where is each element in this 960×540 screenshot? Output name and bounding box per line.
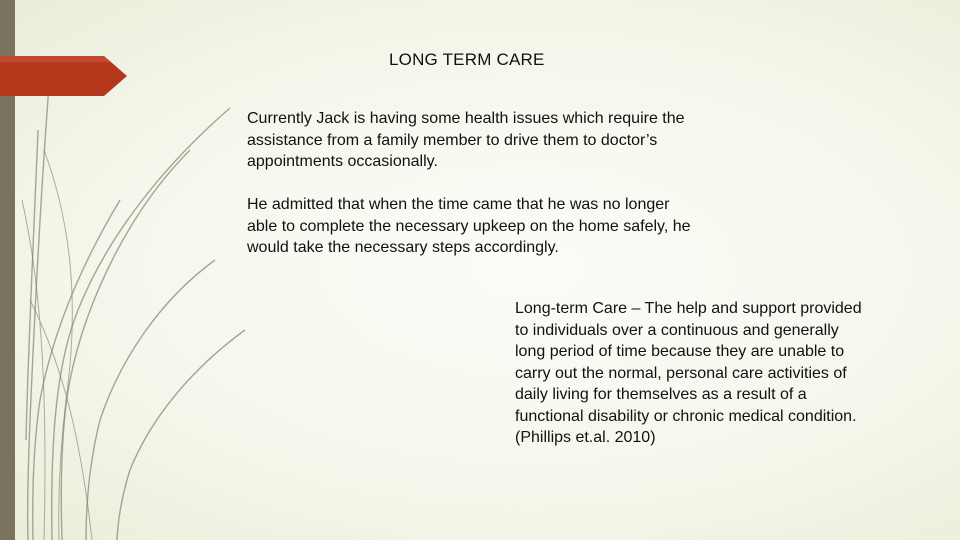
accent-arrow-tab: [0, 56, 130, 98]
definition-text: The help and support provided to individuals over a continuous and generally long period of time because they are unable to carry out the normal, personal care activities of daily living for themselves as a result of a functional disability or chronic medical condition. (Phillips et.al. 2010): [515, 300, 862, 446]
definition-block: [515, 298, 865, 449]
definition-separator: –: [627, 300, 645, 317]
paragraph-health-issues: Currently Jack is having some health issues which require the assistance from a family member to drive them to doctor’s appointments occasionally.: [247, 110, 685, 170]
definition-term: Long-term Care: [515, 300, 628, 317]
paragraph-home-upkeep: He admitted that when the time came that he was no longer able to complete the necessary upkeep on the home safely, he would take the necessary steps accordingly.: [247, 196, 691, 256]
slide-title: LONG TERM CARE: [389, 50, 545, 69]
